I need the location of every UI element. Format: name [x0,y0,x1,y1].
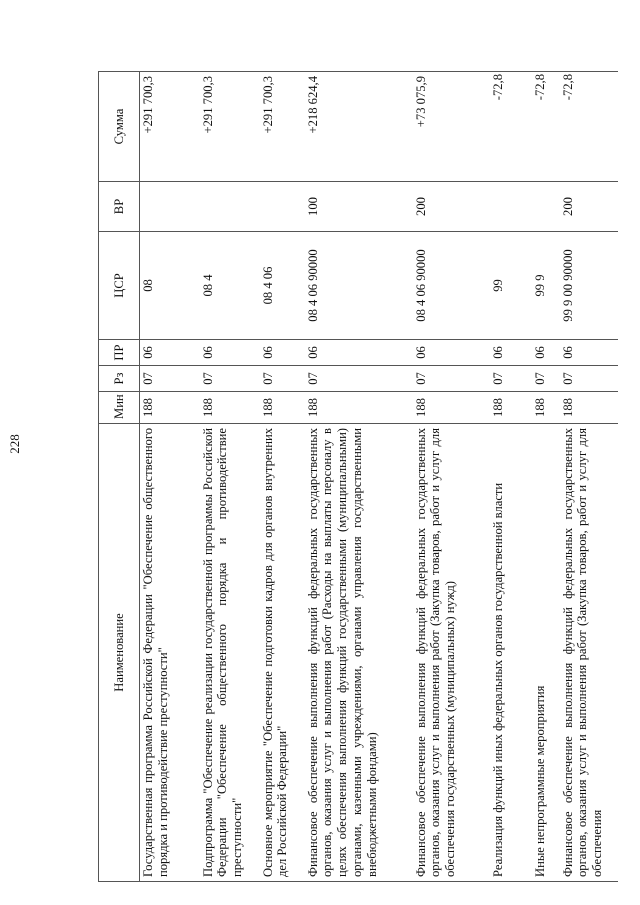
row-sum: -72,8 [560,72,618,182]
row-min: 188 [490,392,532,424]
row-rz: 07 [560,366,618,392]
row-min: 188 [260,392,305,424]
row-min: 188 [305,392,413,424]
header-rz: Рз [99,366,140,392]
row-min: 188 [532,392,560,424]
row-min: 188 [413,392,490,424]
row-vr [490,182,532,232]
row-pr: 06 [490,340,532,366]
row-min: 188 [140,392,200,424]
table-row [260,72,305,882]
row-pr: 06 [200,340,260,366]
row-csr: 99 9 [532,232,560,340]
row-csr: 08 4 06 90000 [305,232,413,340]
row-csr: 99 9 00 90000 [560,232,618,340]
table-body [140,72,618,882]
row-rz: 07 [200,366,260,392]
row-vr [532,182,560,232]
page-number: 228 [7,434,22,454]
row-sum: +291 700,3 [200,72,260,182]
table-row [200,72,260,882]
header-name: Наименование [99,424,140,882]
header-vr: ВР [99,182,140,232]
row-rz: 07 [260,366,305,392]
row-vr [140,182,200,232]
row-min: 188 [200,392,260,424]
row-csr: 08 4 [200,232,260,340]
row-sum: -72,8 [532,72,560,182]
row-vr [200,182,260,232]
table-row [140,72,200,882]
header-min: Мин [99,392,140,424]
row-rz: 07 [140,366,200,392]
row-sum: +291 700,3 [260,72,305,182]
table-row [532,72,560,882]
row-csr: 08 4 06 90000 [413,232,490,340]
table-row [413,72,490,882]
row-sum: +291 700,3 [140,72,200,182]
row-name: Подпрограмма "Обеспечение реализации государственной программы Российской Федерации "Обеспечение общественного порядка и противодействие преступности" [200,424,260,882]
row-vr: 200 [413,182,490,232]
row-csr: 99 [490,232,532,340]
header-sum: Сумма [99,72,140,182]
table-row [305,72,413,882]
table-row [490,72,532,882]
row-csr: 08 4 06 [260,232,305,340]
row-csr: 08 [140,232,200,340]
row-sum: +73 075,9 [413,72,490,182]
row-pr: 06 [413,340,490,366]
budget-table [98,71,618,882]
row-vr [260,182,305,232]
row-pr: 06 [532,340,560,366]
row-pr: 06 [560,340,618,366]
row-pr: 06 [260,340,305,366]
header-csr: ЦСР [99,232,140,340]
header-pr: ПР [99,340,140,366]
row-name: Реализация функций иных федеральных органов государственной власти [490,424,532,882]
row-min: 188 [560,392,618,424]
row-name: Финансовое обеспечение выполнения функций федеральных государственных органов, оказания услуг и выполнения работ (Расходы на выплаты персоналу в целях обеспечения выполнения функций государственными (муниципальными) органами, казенными учреждениями, органами управления государственными внебюджетными фондами) [305,424,413,882]
table-header [99,72,140,882]
budget-table-container [98,72,614,882]
row-name: Финансовое обеспечение выполнения функций федеральных государственных органов, оказания услуг и выполнения работ (Закупка товаров, работ и услуг для обеспечения [560,424,618,882]
table-row [560,72,618,882]
header-row [99,72,140,882]
row-name: Основное мероприятие "Обеспечение подготовки кадров для органов внутренних дел Российской Федерации" [260,424,305,882]
row-name: Финансовое обеспечение выполнения функций федеральных государственных органов, оказания услуг и выполнения работ (Закупка товаров, работ и услуг для обеспечения государственных (муниципальных) нужд) [413,424,490,882]
row-pr: 06 [305,340,413,366]
row-rz: 07 [305,366,413,392]
row-pr: 06 [140,340,200,366]
row-sum: -72,8 [490,72,532,182]
row-sum: +218 624,4 [305,72,413,182]
row-name: Иные непрограммные мероприятия [532,424,560,882]
row-vr: 200 [560,182,618,232]
row-rz: 07 [490,366,532,392]
row-vr: 100 [305,182,413,232]
row-name: Государственная программа Российской Федерации "Обеспечение общественного порядка и противодействие преступности" [140,424,200,882]
row-rz: 07 [413,366,490,392]
row-rz: 07 [532,366,560,392]
